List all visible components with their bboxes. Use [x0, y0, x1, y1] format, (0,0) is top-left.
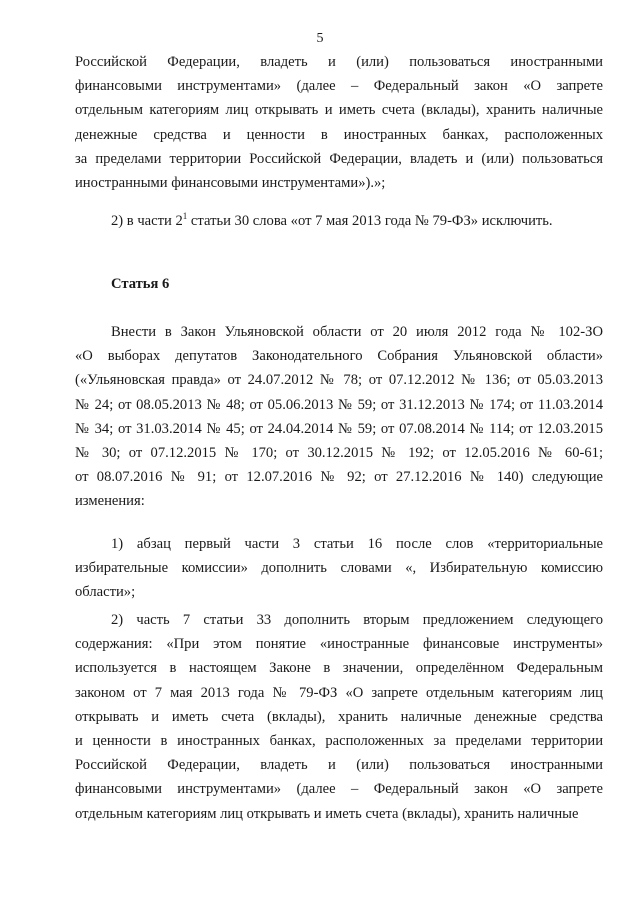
text-line: отдельным категориям лиц открывать и иметь счета (вклады), хранить наличные: [75, 102, 603, 119]
item-2-superscript: 1: [182, 211, 188, 222]
text-line: Российской Федерации, владеть и (или) пользоваться иностранными: [75, 757, 603, 774]
text-line: («Ульяновская правда» от 24.07.2012 № 78; от 07.12.2012 № 136; от 05.03.2013: [75, 372, 603, 389]
text-line: № 24; от 08.05.2013 № 48; от 05.06.2013 № 59; от 31.12.2013 № 174; от 11.03.2014: [75, 396, 603, 413]
text-line: избирательные комиссии» дополнить словами «, Избирательную комиссию: [75, 560, 603, 577]
paragraph-article-6-intro: [75, 320, 603, 514]
item-2-text-a: 2) в части 2: [111, 213, 183, 229]
text-line: денежные средства и ценности в иностранных банках, расположенных: [75, 126, 603, 143]
text-line: за пределами территории Российской Федерации, владеть и (или) пользоваться: [75, 150, 603, 167]
text-line: финансовыми инструментами» (далее – Федеральный закон «О запрете: [75, 78, 603, 95]
text-line: отдельным категориям лиц открывать и иметь счета (вклады), хранить наличные: [75, 805, 579, 822]
text-line: 1) абзац первый части 3 статьи 16 после слов «территориальные: [111, 536, 603, 552]
text-line: 2) часть 7 статьи 33 дополнить вторым предложением следующего: [111, 612, 603, 628]
text-line: «О выборах депутатов Законодательного Собрания Ульяновской области»: [75, 348, 603, 365]
text-line: области»;: [75, 584, 136, 601]
text-line: № 34; от 31.03.2014 № 45; от 24.04.2014 № 59; от 07.08.2014 № 114; от 12.03.2015: [75, 420, 603, 437]
paragraph-item-1: [75, 532, 603, 605]
text-line: содержания: «При этом понятие «иностранные финансовые инструменты»: [75, 636, 603, 653]
item-2-text-b: статьи 30 слова «от 7 мая 2013 года № 79-ФЗ» исключить.: [187, 213, 553, 229]
paragraph-item-2: [111, 209, 603, 233]
page-number: 5: [316, 31, 324, 46]
text-line: Внести в Закон Ульяновской области от 20 июля 2012 года № 102-ЗО: [111, 324, 603, 340]
text-line: и ценности в иностранных банках, расположенных за пределами территории: [75, 732, 603, 749]
text-line: № 30; от 07.12.2015 № 170; от 30.12.2015 № 192; от 12.05.2016 № 60-61;: [75, 444, 603, 461]
paragraph-item-2-amend: [75, 608, 603, 826]
text-line: иностранными финансовыми инструментами»).»;: [75, 174, 386, 191]
text-line: законом от 7 мая 2013 года № 79-ФЗ «О запрете отдельным категориям лиц: [75, 684, 603, 701]
text-line: открывать и иметь счета (вклады), хранить наличные денежные средства: [75, 708, 603, 725]
text-line: от 08.07.2016 № 91; от 12.07.2016 № 92; от 27.12.2016 № 140) следующие: [75, 469, 603, 486]
paragraph-continuation: [75, 50, 603, 195]
article-heading: Статья 6: [111, 276, 170, 292]
item-2-line: [111, 209, 603, 233]
text-line: Российской Федерации, владеть и (или) пользоваться иностранными: [75, 54, 603, 70]
text-line: используется в настоящем Законе в значении, определённом Федеральным: [75, 660, 603, 677]
text-line: изменения:: [75, 493, 145, 510]
text-line: финансовыми инструментами» (далее – Федеральный закон «О запрете: [75, 781, 603, 798]
